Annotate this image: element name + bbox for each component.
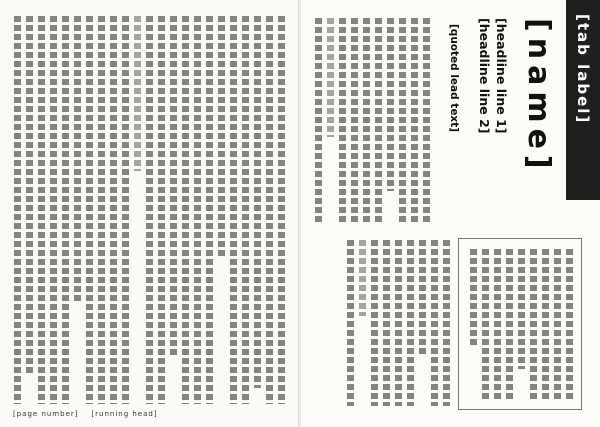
greeked-text-line [383,240,390,406]
greeked-text-line [86,16,93,404]
greeked-text-line [423,18,430,224]
greeked-text-line [387,18,394,191]
greeked-text-line [74,16,81,303]
running-head: [running head] [91,410,158,418]
greeked-text-line [339,18,346,224]
left-page [0,0,299,427]
section-tab [566,0,600,200]
greeked-text-line [98,16,105,404]
greeked-text-line [254,16,261,388]
headline-line-1: [headline line 1] [494,18,509,134]
right-page-body-text [315,18,430,224]
greeked-text-line [242,16,249,404]
greeked-text-line [134,16,141,171]
right-page-lower-body-text [347,240,450,406]
greeked-text-line [182,16,189,404]
greeked-text-line [170,16,177,357]
greeked-text-line [194,16,201,404]
greeked-text-line [470,249,477,345]
greeked-text-line [542,249,549,399]
greeked-text-line [122,16,129,404]
greeked-text-line [407,240,414,406]
greeked-text-line [218,16,225,257]
greeked-text-line [146,16,153,404]
greeked-text-line [494,249,501,399]
greeked-text-line [230,16,237,404]
sidebar-caption-box [458,238,582,410]
greeked-text-line [482,249,489,399]
greeked-text-line [518,249,525,369]
greeked-text-line [62,16,69,404]
greeked-text-line [411,18,418,224]
greeked-text-line [158,16,165,404]
greeked-text-line [315,18,322,224]
greeked-text-line [14,16,21,404]
page-number: [page number] [13,410,79,418]
greeked-text-line [431,240,438,406]
greeked-text-line [371,240,378,406]
right-page [301,0,600,427]
greeked-text-line [566,249,573,399]
person-name: [name] [521,18,556,175]
greeked-text-line [347,240,354,406]
greeked-text-line [38,16,45,404]
greeked-text-line [506,249,513,399]
lead-quote: [quoted lead text] [448,24,460,133]
greeked-text-line [530,249,537,399]
greeked-text-line [375,18,382,224]
headline-line-2: [headline line 2] [477,18,492,134]
sidebar-caption-text [470,249,573,399]
greeked-text-line [359,240,366,316]
greeked-text-line [399,18,406,224]
greeked-text-line [206,16,213,404]
greeked-text-line [26,16,33,373]
greeked-text-line [554,249,561,399]
greeked-text-line [443,240,450,406]
greeked-text-line [278,16,285,404]
folio [13,410,158,418]
greeked-text-line [50,16,57,404]
greeked-text-line [266,16,273,404]
greeked-text-line [395,240,402,406]
greeked-text-line [327,18,334,137]
section-tab-label: [tab label] [574,14,592,125]
left-page-body-text [14,16,285,404]
headline [476,18,510,218]
greeked-text-line [363,18,370,224]
greeked-text-line [419,240,426,356]
greeked-text-line [351,18,358,224]
greeked-text-line [110,16,117,404]
